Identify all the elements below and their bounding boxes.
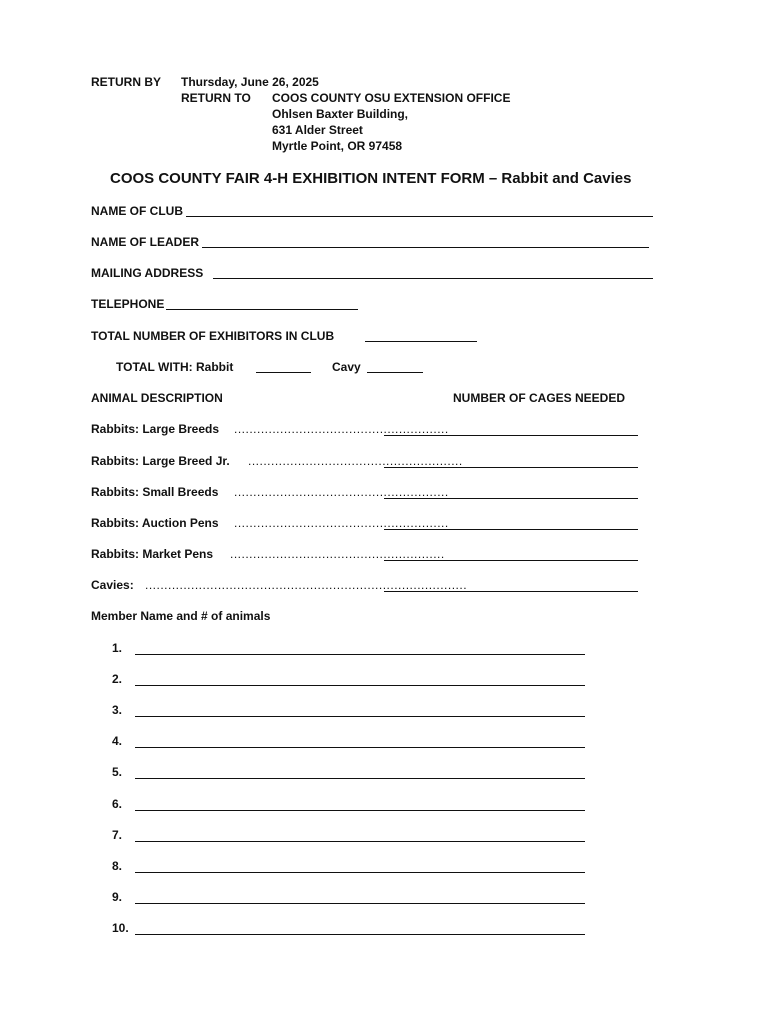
return-to-label: RETURN TO — [181, 91, 251, 105]
animal-row-label: Rabbits: Large Breeds — [91, 422, 220, 436]
mailing-address-label: MAILING ADDRESS — [91, 266, 204, 280]
animal-row-label: Rabbits: Market Pens — [91, 547, 214, 561]
animal-row-label: Rabbits: Large Breed Jr. — [91, 454, 230, 468]
leader-dots: ........................................................ — [230, 547, 445, 561]
member-field[interactable] — [135, 747, 585, 748]
total-exhibitors-field[interactable] — [365, 341, 477, 342]
leader-name-label: NAME OF LEADER — [91, 235, 199, 249]
member-field[interactable] — [135, 778, 585, 779]
cages-needed-header: NUMBER OF CAGES NEEDED — [453, 391, 626, 405]
form-title: COOS COUNTY FAIR 4-H EXHIBITION INTENT FORM – Rabbit and Cavies — [110, 170, 632, 187]
animal-row-label: Cavies: — [91, 578, 134, 592]
office-building: Ohlsen Baxter Building, — [272, 107, 409, 121]
member-number: 7. — [112, 828, 123, 842]
office-city: Myrtle Point, OR 97458 — [272, 139, 403, 153]
mailing-address-field[interactable] — [213, 278, 653, 279]
cages-field[interactable] — [384, 591, 638, 592]
total-cavy-label: Cavy — [332, 360, 361, 374]
return-by-date: Thursday, June 26, 2025 — [181, 75, 319, 89]
animal-row-label: Rabbits: Auction Pens — [91, 516, 219, 530]
member-number: 4. — [112, 734, 123, 748]
telephone-label: TELEPHONE — [91, 297, 165, 311]
member-number: 9. — [112, 890, 123, 904]
member-number: 6. — [112, 797, 123, 811]
leader-name-field[interactable] — [202, 247, 649, 248]
member-field[interactable] — [135, 841, 585, 842]
animal-row-label: Rabbits: Small Breeds — [91, 485, 219, 499]
telephone-field[interactable] — [166, 309, 358, 310]
member-number: 1. — [112, 641, 123, 655]
club-name-label: NAME OF CLUB — [91, 204, 183, 218]
member-field[interactable] — [135, 934, 585, 935]
cages-field[interactable] — [384, 560, 638, 561]
cages-field[interactable] — [384, 435, 638, 436]
member-field[interactable] — [135, 872, 585, 873]
member-number: 5. — [112, 765, 123, 779]
member-field[interactable] — [135, 654, 585, 655]
leader-dots: ........................................................ — [234, 485, 449, 499]
member-field[interactable] — [135, 716, 585, 717]
total-with-rabbit-label: TOTAL WITH: Rabbit — [116, 360, 234, 374]
leader-dots: ........................................................ — [234, 516, 449, 530]
member-field[interactable] — [135, 810, 585, 811]
member-number: 3. — [112, 703, 123, 717]
member-number: 10. — [112, 921, 129, 935]
leader-dots: ........................................................ — [234, 422, 449, 436]
member-number: 2. — [112, 672, 123, 686]
total-rabbit-field[interactable] — [256, 372, 311, 373]
return-by-label: RETURN BY — [91, 75, 162, 89]
member-number: 8. — [112, 859, 123, 873]
leader-dots: ........................................................ — [248, 454, 463, 468]
animal-description-header: ANIMAL DESCRIPTION — [91, 391, 223, 405]
member-field[interactable] — [135, 903, 585, 904]
member-field[interactable] — [135, 685, 585, 686]
total-cavy-field[interactable] — [367, 372, 423, 373]
total-exhibitors-label: TOTAL NUMBER OF EXHIBITORS IN CLUB — [91, 329, 335, 343]
members-header: Member Name and # of animals — [91, 609, 271, 623]
leader-dots: .................................................................................... — [145, 578, 468, 592]
office-name: COOS COUNTY OSU EXTENSION OFFICE — [272, 91, 511, 105]
cages-field[interactable] — [384, 467, 638, 468]
cages-field[interactable] — [384, 529, 638, 530]
office-street: 631 Alder Street — [272, 123, 363, 137]
club-name-field[interactable] — [186, 216, 653, 217]
cages-field[interactable] — [384, 498, 638, 499]
